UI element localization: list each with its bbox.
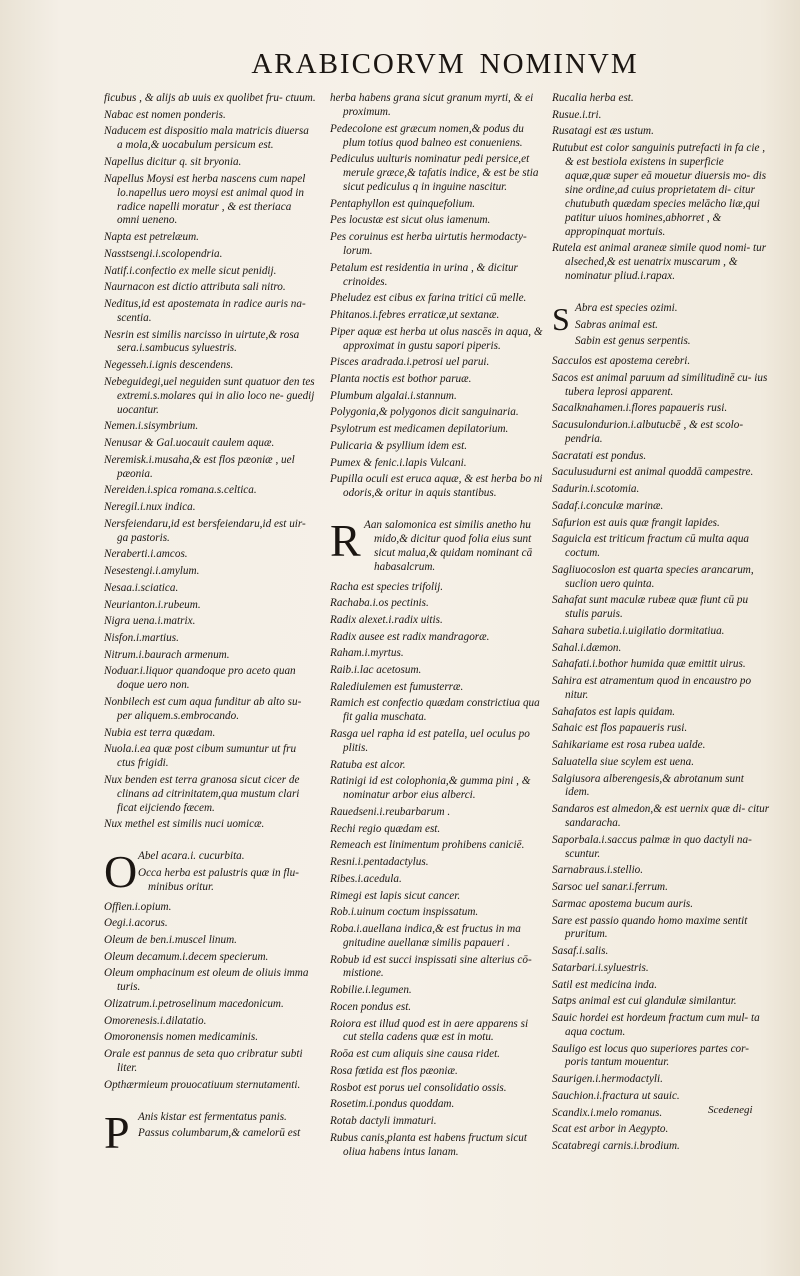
letter-section-p: [104, 1106, 316, 1158]
dictionary-entry: Nersfeiendaru,id est bersfeiendaru,id est uir- ga pastoris.: [104, 517, 309, 544]
dictionary-entry: Oleum de ben.i.muscel linum.: [104, 934, 237, 947]
dictionary-entry: Sahal.i.dæmon.: [552, 641, 622, 654]
column-3: [552, 92, 770, 1157]
dictionary-entry: Sahafati.i.bothor humida quæ emittit uirus.: [552, 658, 746, 671]
entry-list: [552, 355, 770, 1154]
dictionary-entry: Sauic hordei est hordeum fractum cum mul- ta aqua coctum.: [552, 1011, 763, 1038]
dictionary-entry: ficubus , & alijs ab uuis ex quolibet fru- ctuum.: [104, 92, 316, 104]
dictionary-entry: Safurion est auis quæ frangit lapides.: [552, 516, 720, 529]
dictionary-entry: Nebeguidegi,uel neguiden sunt quatuor den tes extremi.s.molares qui in alio loco ne- guedij uocantur.: [104, 375, 318, 416]
drop-cap: O: [104, 846, 138, 898]
dictionary-entry: Ramich est confectio quædam constrictiua qua fit galia muschata.: [330, 697, 543, 724]
entry-list: [104, 901, 316, 1093]
dictionary-entry: Roiora est illud quod est in aere apparens si cut stella cadens quæ est in motu.: [330, 1017, 531, 1044]
dictionary-entry: Sacratati est pondus.: [552, 449, 647, 462]
dictionary-entry: Sacculos est apostema cerebri.: [552, 355, 691, 368]
section-entries: [138, 850, 316, 897]
dictionary-entry: Salgiusora alberengesis,& abrotanum sunt idem.: [552, 772, 747, 799]
dictionary-entry: Rocen pondus est.: [330, 1000, 412, 1013]
drop-cap: P: [104, 1106, 130, 1158]
column-2: [330, 92, 544, 1162]
dictionary-entry: Piper aquæ est herba ut olus nascēs in aqua, & approximat in gustu sapori piperis.: [330, 325, 546, 352]
dictionary-entry: Saurigen.i.hermodactyli.: [552, 1073, 663, 1086]
dictionary-entry: Passus columbarum,& camelorū est: [138, 1127, 301, 1140]
dictionary-entry: Anis kistar est fermentatus panis.: [138, 1110, 287, 1123]
dictionary-entry: Nitrum.i.baurach armenum.: [104, 648, 230, 661]
dictionary-entry: Rutela est animal araneæ simile quod nomi- tur alseched,& est uenatrix muscarum , & nominatur pliud.i.rapax.: [552, 242, 769, 283]
dictionary-entry: Sabin est genus serpentis.: [575, 335, 691, 348]
dictionary-entry: Radix ausee est radix mandragoræ.: [330, 630, 490, 643]
dictionary-entry: Sahafat sunt maculæ rubeæ quæ fiunt cū pu stulis paruis.: [552, 594, 751, 621]
dictionary-entry: Rasga uel rapha id est patella, uel oculus po plitis.: [330, 728, 533, 754]
dictionary-entry: Satil est medicina inda.: [552, 978, 658, 991]
dictionary-entry: Sadaf.i.conculæ marinæ.: [552, 499, 664, 512]
entry-list: [552, 92, 770, 284]
dictionary-entry: Petalum est residentia in urina , & dicitur crinoides.: [330, 261, 521, 288]
dictionary-entry: Nasstsengi.i.scolopendria.: [104, 247, 223, 260]
dictionary-entry: Nenusar & Gal.uocauit caulem aquæ.: [104, 437, 275, 450]
running-header: [0, 48, 800, 81]
dictionary-entry: Nesaa.i.sciatica.: [104, 581, 179, 594]
dictionary-entry: Sare est passio quando homo maxime sentit pruritum.: [552, 914, 751, 941]
dictionary-entry: Neremisk.i.musaha,& est flos pæoniæ , uel pæonia.: [104, 453, 298, 480]
dictionary-entry: Rauedseni.i.reubarbarum .: [330, 805, 451, 818]
dictionary-entry: Satarbari.i.syluestris.: [552, 961, 649, 974]
dictionary-entry: Pheludez est cibus ex farina tritici cū melle.: [330, 292, 527, 305]
dictionary-entry: Saculusudurni est animal quoddā campestre.: [552, 466, 754, 479]
dictionary-entry: Satps animal est cui glandulæ similantur.: [552, 995, 737, 1008]
dictionary-entry: Raham.i.myrtus.: [330, 647, 404, 660]
dictionary-entry: Negesseh.i.ignis descendens.: [104, 359, 234, 372]
dictionary-entry: Plumbum algalai.i.stannum.: [330, 389, 457, 402]
dictionary-entry: Roōa est cum aliquis sine causa ridet.: [330, 1048, 500, 1061]
dictionary-entry: Napta est petrelæum.: [104, 231, 199, 244]
dictionary-entry: Nabac est nomen ponderis.: [104, 108, 226, 121]
letter-section-o: [104, 846, 316, 898]
dictionary-entry: Scatabregi carnis.i.brodium.: [552, 1139, 680, 1152]
dictionary-entry: Sahara subetia.i.uigilatio dormitatiua.: [552, 625, 725, 638]
dictionary-entry: Pes locustæ est sicut olus iamenum.: [330, 214, 491, 227]
dictionary-entry: Ratinigi id est colophonia,& gumma pini , & nominatur arbor eius alberci.: [330, 775, 534, 802]
drop-cap: S: [552, 300, 570, 337]
column-1: [104, 92, 316, 1156]
dictionary-entry: Pisces aradrada.i.petrosi uel parui.: [330, 356, 490, 369]
dictionary-entry: Nesrin est similis narcisso in uirtute,& rosa sera.i.sambucus syluestris.: [104, 328, 303, 355]
entry-list: [104, 92, 316, 832]
dictionary-entry: Sarsoc uel sanar.i.ferrum.: [552, 881, 668, 894]
dictionary-entry: herba habens grana sicut granum myrti, & ei proximum.: [330, 92, 537, 118]
dictionary-entry: Nemen.i.sisymbrium.: [104, 420, 199, 433]
dictionary-entry: Pedecolone est græcum nomen,& podus du plum totius quod balneo est conueniens.: [330, 122, 527, 149]
dictionary-entry: Abra est species ozimi.: [575, 301, 678, 314]
dictionary-entry: Roba.i.auellana indica,& est fructus in ma gnitudine auellanæ similis papaueri .: [330, 922, 524, 949]
dictionary-entry: Ralediulemen est fumusterræ.: [330, 680, 464, 693]
letter-section-r: [330, 515, 544, 577]
dictionary-entry: Scandix.i.melo romanus.: [552, 1106, 663, 1119]
dictionary-entry: Rob.i.uinum coctum inspissatum.: [330, 906, 479, 919]
dictionary-entry: Rachaba.i.os pectinis.: [330, 597, 429, 610]
dictionary-entry: Rosetim.i.pondus quoddam.: [330, 1098, 455, 1111]
dictionary-entry: Rosa fœtida est flos pæoniæ.: [330, 1064, 458, 1077]
dictionary-entry: Sabras animal est.: [575, 318, 658, 331]
dictionary-entry: Nesestengi.i.amylum.: [104, 565, 200, 578]
dictionary-entry: Sauchion.i.fractura ut sauic.: [552, 1089, 680, 1102]
dictionary-entry: Sahikariame est rosa rubea ualde.: [552, 739, 706, 752]
dictionary-entry: Opthærmieum prouocatiuum sternutamenti.: [104, 1078, 301, 1091]
dictionary-entry: Rusue.i.tri.: [552, 108, 602, 121]
dictionary-entry: Saporbala.i.saccus palmæ in quo dactyli na- scuntur.: [552, 833, 755, 860]
dictionary-entry: Omorenesis.i.dilatatio.: [104, 1014, 207, 1027]
dictionary-entry: Robilie.i.legumen.: [330, 984, 412, 997]
header-word-1: ARABICORVM: [251, 48, 466, 80]
dictionary-entry: Nonbilech est cum aqua funditur ab alto su- per aliquem.s.embrocando.: [104, 695, 305, 722]
dictionary-entry: Resni.i.pentadactylus.: [330, 856, 429, 869]
dictionary-entry: Rusatagi est æs ustum.: [552, 125, 654, 138]
header-word-2: NOMINVM: [479, 48, 639, 80]
entry-list: [330, 581, 544, 1160]
letter-section-s: [552, 302, 770, 352]
dictionary-entry: Sauligo est locus quo superiores partes cor- poris tantum mouentur.: [552, 1042, 752, 1069]
dictionary-entry: Raib.i.lac acetosum.: [330, 664, 422, 677]
dictionary-entry: Rubus canis,planta est habens fructum sicut oliua habens intus lanam.: [330, 1131, 530, 1158]
dictionary-entry: Radix alexet.i.radix uitis.: [330, 613, 443, 626]
drop-cap: R: [330, 515, 361, 567]
dictionary-entry: Napellus dicitur q. sit bryonia.: [104, 156, 242, 169]
dictionary-entry: Robub id est succi inspissati sine alterius cō- mistione.: [330, 953, 535, 980]
dictionary-entry: Oegi.i.acorus.: [104, 917, 168, 930]
section-entries: [138, 1111, 316, 1144]
dictionary-entry: Occa herba est palustris quæ in flu- minibus oritur.: [138, 867, 302, 893]
dictionary-entry: Nuola.i.ea quæ post cibum sumuntur ut fru ctus frigidi.: [104, 743, 299, 770]
dictionary-entry: Ribes.i.acedula.: [330, 872, 402, 885]
dictionary-entry: Pediculus uulturis nominatur pedi persice,et merule græce,& tafatis indice, & est be stia sicut pediculus q in inguine nascitur.: [330, 153, 542, 194]
dictionary-entry: Sacusulondurion.i.albutucbē , & est scolo- pendria.: [552, 419, 746, 445]
dictionary-entry: Rotab dactyli immaturi.: [330, 1114, 437, 1127]
dictionary-entry: Omoronensis nomen medicaminis.: [104, 1031, 259, 1044]
dictionary-entry: Neditus,id est apostemata in radice auris na- scentia.: [104, 297, 309, 324]
dictionary-entry: Nubia est terra quædam.: [104, 726, 216, 739]
dictionary-entry: Sahafatos est lapis quidam.: [552, 705, 676, 718]
dictionary-entry: Racha est species trifolij.: [330, 580, 444, 593]
dictionary-entry: Polygonia,& polygonos dicit sanguinaria.: [330, 406, 519, 419]
dictionary-entry: Nigra uena.i.matrix.: [104, 615, 196, 628]
catchword: Scedenegi: [708, 1104, 753, 1116]
dictionary-entry: Rimegi est lapis sicut cancer.: [330, 889, 461, 902]
dictionary-entry: Rucalia herba est.: [552, 92, 634, 104]
dictionary-entry: Pes coruinus est herba uirtutis hermodacty- lorum.: [330, 231, 530, 258]
dictionary-entry: Rechi regio quædam est.: [330, 822, 441, 835]
dictionary-entry: Remeach est linimentum prohibens caniciē.: [330, 839, 525, 852]
dictionary-entry: Phitanos.i.febres erraticæ,ut sextanæ.: [330, 309, 500, 322]
dictionary-entry: Oleum omphacinum est oleum de oliuis imma turis.: [104, 967, 312, 994]
dictionary-entry: Napellus Moysi est herba nascens cum napel lo.napellus uero moysi est animal quod in radice napelli moratur , & est theriaca omni ueneno.: [104, 172, 309, 227]
dictionary-entry: Saluatella siue scylem est uena.: [552, 755, 694, 768]
dictionary-entry: Sacos est animal paruum ad similitudinē cu- ius tubera leprosi apparent.: [552, 371, 771, 398]
dictionary-entry: Olizatrum.i.petroselinum macedonicum.: [104, 998, 284, 1011]
dictionary-entry: Pentaphyllon est quinquefolium.: [330, 197, 476, 210]
dictionary-entry: Nux methel est similis nuci uomicæ.: [104, 818, 265, 831]
dictionary-entry: Rutubut est color sanguinis putrefacti in fa cie , & est bestiola existens in superficie aquæ,quæ super eā mouetur diuersis mo- dis sine ordine,ad cuius proprietatem di- citur chutubuth quædam species melācho liæ,qui patitur uiuos homines,abhorret , & appropinquat mortuis.: [552, 142, 769, 238]
dictionary-entry: Natif.i.confectio ex melle sicut penidij.: [104, 264, 277, 277]
dictionary-entry: Neurianton.i.rubeum.: [104, 598, 201, 611]
dictionary-entry: Rosbot est porus uel consolidatio ossis.: [330, 1081, 507, 1094]
section-entries: [575, 302, 770, 352]
dictionary-entry: Sandaros est almedon,& est uernix quæ di- citur sandaracha.: [552, 803, 772, 830]
dictionary-entry: Psylotrum est medicamen depilatorium.: [330, 423, 509, 436]
dictionary-entry: Sahira est atramentum quod in encaustro po nitur.: [552, 675, 754, 702]
dictionary-entry: Abel acara.i. cucurbita.: [138, 850, 245, 863]
dictionary-entry: Sahaic est flos papaueris rusi.: [552, 722, 688, 735]
dictionary-entry: Orale est pannus de seta quo cribratur subti liter.: [104, 1048, 306, 1075]
entry-list: [330, 92, 544, 501]
dictionary-entry: Sarmac apostema bucum auris.: [552, 897, 694, 910]
dictionary-entry: Ratuba est alcor.: [330, 758, 406, 771]
dictionary-entry: Sarnabraus.i.stellio.: [552, 864, 644, 877]
dictionary-entry: Saguicla est triticum fractum cū multa aqua coctum.: [552, 533, 752, 560]
dictionary-entry: Nisfon.i.martius.: [104, 631, 179, 644]
dictionary-entry: Aan salomonica est similis anetho hu mido,& dicitur quod folia eius sunt sicut malua,& quidam nominant cā habasalcrum.: [364, 519, 535, 573]
dictionary-entry: Noduar.i.liquor quandoque pro aceto quan doque uero non.: [104, 665, 299, 692]
dictionary-entry: Neraberti.i.amcos.: [104, 548, 188, 561]
dictionary-entry: Oleum decamum.i.decem specierum.: [104, 950, 269, 963]
dictionary-entry: Scat est arbor in Aegypto.: [552, 1123, 669, 1136]
dictionary-entry: Neregil.i.nux indica.: [104, 501, 196, 514]
dictionary-entry: Pupilla oculi est eruca aquæ, & est herba bo ni odoris,& oritur in aquis stantibus.: [330, 473, 546, 500]
dictionary-entry: Nux benden est terra granosa sicut cicer de clinans ad citrinitatem,qua mustum clari ficat eijciendo fæcem.: [104, 773, 303, 814]
dictionary-entry: Offien.i.opium.: [104, 900, 172, 913]
dictionary-entry: Naducem est dispositio mala matricis diuersa a mola,& uocabulum persicum est.: [104, 125, 312, 152]
dictionary-entry: Planta noctis est bothor paruæ.: [330, 373, 472, 386]
dictionary-entry: Sasaf.i.salis.: [552, 945, 609, 958]
dictionary-entry: Pulicaria & psyllium idem est.: [330, 439, 468, 452]
dictionary-entry: Sadurin.i.scotomia.: [552, 483, 640, 496]
dictionary-entry: Pumex & fenic.i.lapis Vulcani.: [330, 456, 467, 469]
dictionary-entry: Sagliuocoslon est quarta species arancarum, suclion uero quinta.: [552, 563, 757, 590]
section-entries: [364, 519, 544, 577]
dictionary-entry: Naurnacon est dictio attributa sali nitro.: [104, 281, 286, 294]
dictionary-entry: Sacalknahamen.i.flores papaueris rusi.: [552, 402, 728, 415]
dictionary-entry: Nereiden.i.spica romana.s.celtica.: [104, 484, 257, 497]
